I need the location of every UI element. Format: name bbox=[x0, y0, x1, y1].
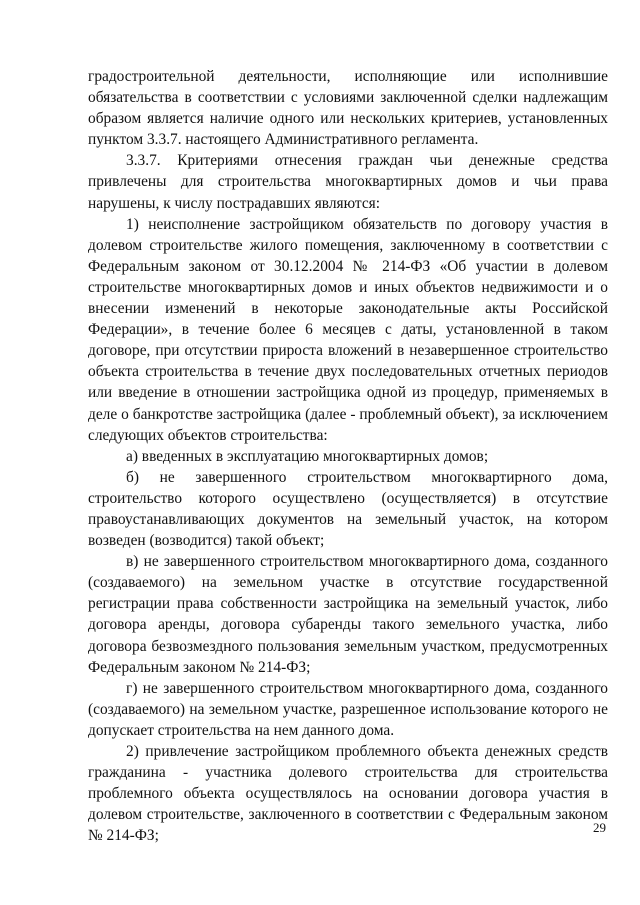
paragraph-subitem-v: в) не завершенного строительством многоквартирного дома, созданного (создаваемого) на земельном участке в отсутствие государственной регистрации права собственности застройщика на земельный участок, либо договора аренды, договора субаренды такого земельного участка, либо договора безвозмездного пользования земельным участком, предусмотренных Федеральным законом № 214-ФЗ; bbox=[88, 553, 608, 676]
paragraph-subitem-g: г) не завершенного строительством многоквартирного дома, созданного (создаваемого) на земельном участке, разрешенное использование которого не допускает строительства на нем данного дома. bbox=[88, 679, 608, 739]
document-body bbox=[88, 66, 608, 846]
paragraph-item-2: 2) привлечение застройщиком проблемного объекта денежных средств гражданина - участника долевого строительства для строительства проблемного объекта осуществлялось на основании договора участия в долевом строительстве, заключенного в соответствии с Федеральным законом № 214-ФЗ; bbox=[88, 743, 608, 845]
paragraph-criteria-heading: 3.3.7. Критериями отнесения граждан чьи денежные средства привлечены для строительства многоквартирных домов и чьи права нарушены, к числу пострадавших являются: bbox=[88, 152, 608, 212]
paragraph-subitem-a: а) введенных в эксплуатацию многоквартирных домов; bbox=[126, 447, 489, 465]
paragraph-continuation: градостроительной деятельности, исполняющие или исполнившие обязательства в соответствии с условиями заключенной сделки надлежащим образом является наличие одного или нескольких критериев, установленных пунктом 3.3.7. настоящего Административного регламента. bbox=[88, 68, 608, 149]
page-number: 29 bbox=[593, 820, 606, 835]
paragraph-item-1: 1) неисполнение застройщиком обязательств по договору участия в долевом строительстве жилого помещения, заключенному в соответствии с Федеральным законом от 30.12.2004 № 214-ФЗ «Об участии в долевом строительстве многоквартирных домов и иных объектов недвижимости и о внесении изменений в некоторые законодательные акты Российской Федерации», в течение более 6 месяцев с даты, установленной в таком договоре, при отсутствии прироста вложений в незавершенное строительство объекта строительства в течение двух последовательных отчетных периодов или введение в отношении застройщика одной из процедур, применяемых в деле о банкротстве застройщика (далее - проблемный объект), за исключением следующих объектов строительства: bbox=[88, 215, 608, 444]
paragraph-subitem-b: б) не завершенного строительством многоквартирного дома, строительство которого осуществлено (осуществляется) в отсутствие правоустанавливающих документов на земельный участок, на котором возведен (возводится) такой объект; bbox=[88, 468, 608, 550]
